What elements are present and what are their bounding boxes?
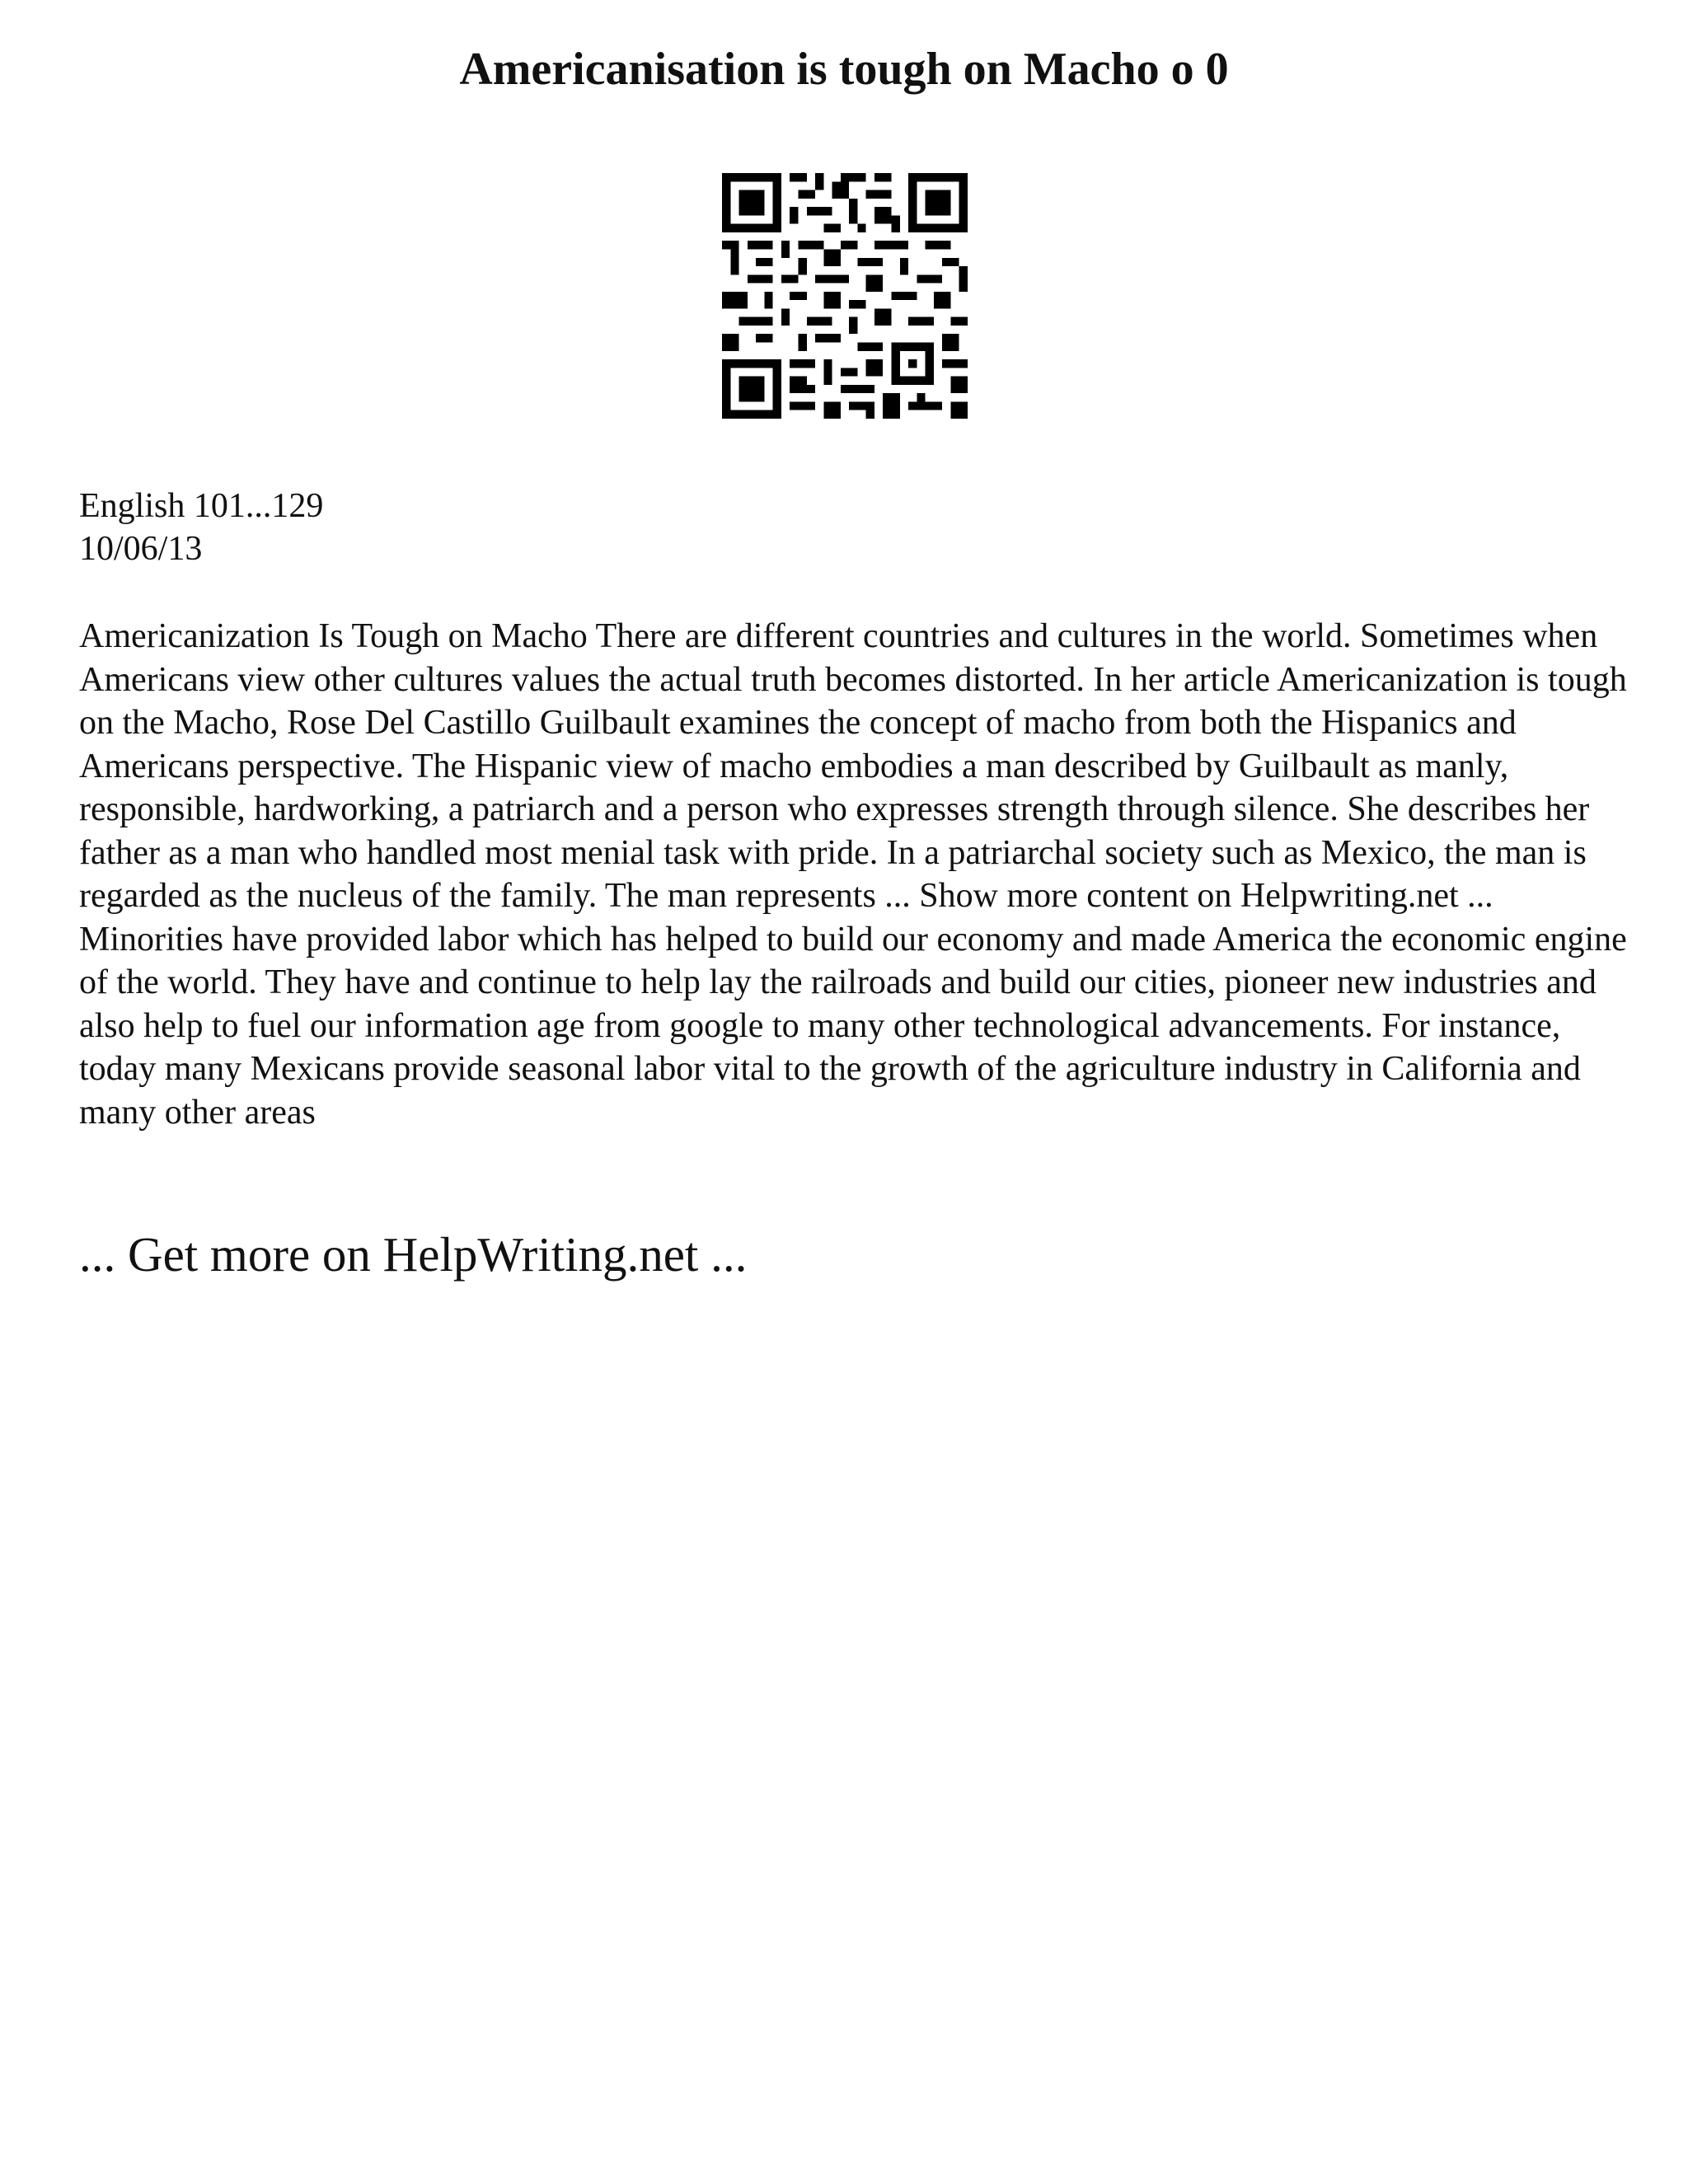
document-meta	[79, 485, 323, 570]
paragraph-1: Americanization Is Tough on Macho There are different countries and cultures in the world. Sometimes when Americans view other cultures values the actual truth becomes distorted. In her article Americanization is tough on the Macho, Rose Del Castillo Guilbault examines the concept of macho from both the Hispanics and Americans perspective. The Hispanic view of macho embodies a man described by Guilbault as manly, responsible, hardworking, a patriarch and a person who expresses strength through silence. She describes her father as a man who handled most menial task with pride. In a patriarchal society such as Mexico, the man is regarded as the nucleus of the family. The man represents ... Show more content on Helpwriting.net ...	[79, 617, 1627, 915]
qr-code-icon	[722, 173, 968, 419]
get-more-link[interactable]: ... Get more on HelpWriting.net ...	[79, 1227, 748, 1282]
page-title: Americanisation is tough on Macho o 0	[459, 44, 1229, 95]
date-label: 10/06/13	[79, 530, 203, 568]
document-body	[79, 615, 1629, 1134]
course-label: English 101...129	[79, 487, 324, 525]
paragraph-2: Minorities have provided labor which has helped to build our economy and made America the economic engine of the world. They have and continue to help lay the railroads and build our cities, pioneer new industries and also help to fuel our information age from google to many other technological advancements. For instance, today many Mexicans provide seasonal labor vital to the growth of the agriculture industry in California and many other areas	[79, 920, 1627, 1132]
